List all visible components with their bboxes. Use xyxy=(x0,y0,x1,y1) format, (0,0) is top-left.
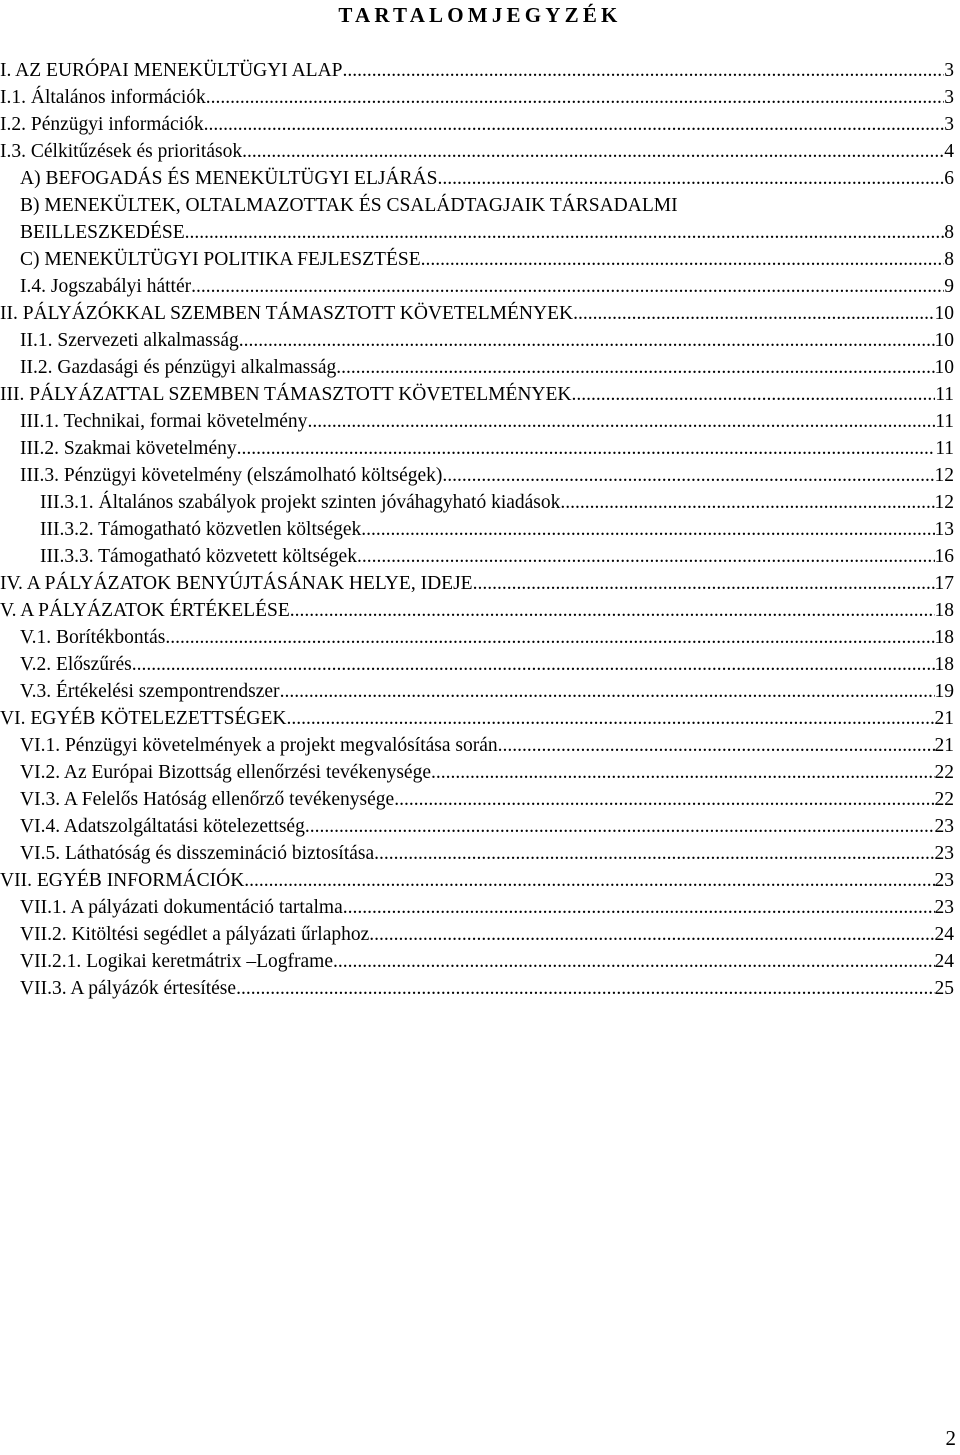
toc-entry-label: I.4. Jogszabályi háttér xyxy=(20,276,192,297)
toc-title: TARTALOMJEGYZÉK xyxy=(338,3,622,27)
toc-entry[interactable] xyxy=(0,111,954,138)
dot-leader xyxy=(336,354,934,381)
toc-entry-label: III.3.2. Támogatható közvetlen költségek xyxy=(40,519,362,540)
toc-entry-label: V.3. Értékelési szempontrendszer xyxy=(20,681,280,702)
toc-entry-page: 9 xyxy=(944,276,954,297)
dot-leader xyxy=(185,219,945,246)
toc-entry-label: III.3.1. Általános szabályok projekt szinten jóváhagyható kiadások xyxy=(40,492,561,513)
toc-entry[interactable] xyxy=(20,840,954,867)
toc-entry-page: 22 xyxy=(934,762,954,783)
toc-entry[interactable] xyxy=(20,975,954,1002)
toc-entry-page: 3 xyxy=(944,114,954,135)
dot-leader xyxy=(290,597,935,624)
toc-entry-page: 16 xyxy=(934,546,954,567)
toc-entry-page: 22 xyxy=(934,789,954,810)
toc-entry-label: III.3.3. Támogatható közvetett költségek xyxy=(40,546,357,567)
toc-entry-page: 18 xyxy=(934,627,954,648)
dot-leader xyxy=(573,300,934,327)
toc-entry-page: 23 xyxy=(934,897,954,918)
dot-leader xyxy=(498,732,935,759)
toc-entry-label: III.2. Szakmai követelmény xyxy=(20,438,237,459)
dot-leader xyxy=(237,435,936,462)
dot-leader xyxy=(572,381,936,408)
toc-entry[interactable] xyxy=(20,678,954,705)
toc-entry-page: 11 xyxy=(935,438,954,459)
toc-entry-label: I.1. Általános információk xyxy=(0,87,206,108)
toc-entry-page: 10 xyxy=(934,303,954,324)
dot-leader xyxy=(394,786,934,813)
toc-entry[interactable] xyxy=(40,516,954,543)
toc-entry-page: 19 xyxy=(934,681,954,702)
dot-leader xyxy=(307,408,935,435)
toc-entry-page: 18 xyxy=(934,600,954,621)
toc-entry[interactable] xyxy=(0,381,954,408)
dot-leader xyxy=(361,516,934,543)
toc-entry[interactable] xyxy=(40,543,954,570)
dot-leader xyxy=(333,948,935,975)
toc-entry[interactable] xyxy=(0,705,954,732)
toc-entry-page: 3 xyxy=(944,60,954,81)
toc-entry-label: VI. EGYÉB KÖTELEZETTSÉGEK xyxy=(0,708,287,729)
toc-entry-label: IV. A PÁLYÁZATOK BENYÚJTÁSÁNAK HELYE, IDEJE xyxy=(0,573,473,594)
dot-leader xyxy=(357,543,935,570)
toc-entry-label: VI.4. Adatszolgáltatási kötelezettség xyxy=(20,816,305,837)
toc-entry[interactable] xyxy=(0,57,954,84)
toc-entry-label: III.1. Technikai, formai követelmény xyxy=(20,411,308,432)
toc-entry-label: VI.2. Az Európai Bizottság ellenőrzési tevékenysége xyxy=(20,762,431,783)
toc-entry-page: 21 xyxy=(934,735,954,756)
toc-entry-page: 12 xyxy=(934,492,954,513)
toc-entry-page: 11 xyxy=(935,384,954,405)
toc-entry[interactable] xyxy=(0,84,954,111)
toc-entry-label: II.2. Gazdasági és pénzügyi alkalmasság xyxy=(20,357,337,378)
toc-entry-label: C) MENEKÜLTÜGYI POLITIKA FEJLESZTÉSE xyxy=(20,249,421,270)
toc-entry-page: 23 xyxy=(934,870,954,891)
toc-entry-page: 21 xyxy=(934,708,954,729)
dot-leader xyxy=(305,813,935,840)
toc-entry-label: VI.3. A Felelős Hatóság ellenőrző tevékenysége xyxy=(20,789,395,810)
toc-entry[interactable] xyxy=(20,894,954,921)
toc-entry-continued-label[interactable]: B) MENEKÜLTEK, OLTALMAZOTTAK ÉS CSALÁDTAGJAIK TÁRSADALMI xyxy=(20,195,678,216)
toc-entry-label: II.1. Szervezeti alkalmasság xyxy=(20,330,239,351)
toc-entry[interactable] xyxy=(20,624,954,651)
toc-entry-page: 8 xyxy=(944,222,954,243)
toc-entry[interactable] xyxy=(0,570,954,597)
dot-leader xyxy=(236,975,934,1002)
dot-leader xyxy=(560,489,934,516)
toc-entry-page: 10 xyxy=(934,357,954,378)
dot-leader xyxy=(242,138,944,165)
toc-entry-page: 4 xyxy=(944,141,954,162)
dot-leader xyxy=(473,570,935,597)
toc-entry-page: 8 xyxy=(944,249,954,270)
toc-entry[interactable] xyxy=(20,651,954,678)
toc-entry[interactable] xyxy=(20,759,954,786)
dot-leader xyxy=(280,678,935,705)
toc-entry[interactable] xyxy=(20,165,954,192)
dot-leader xyxy=(206,84,944,111)
toc-entry[interactable] xyxy=(20,246,954,273)
toc-entry-page: 17 xyxy=(934,573,954,594)
toc-entry-page: 10 xyxy=(934,330,954,351)
dot-leader xyxy=(165,624,934,651)
toc-entry-page: 12 xyxy=(934,465,954,486)
toc-entry-page: 23 xyxy=(934,816,954,837)
toc-entry-page: 24 xyxy=(934,951,954,972)
toc-entry[interactable] xyxy=(20,462,954,489)
toc-entry[interactable] xyxy=(20,408,954,435)
toc-entry-label: I.2. Pénzügyi információk xyxy=(0,114,204,135)
toc-entry-label: VII.1. A pályázati dokumentáció tartalma xyxy=(20,897,343,918)
toc-entry[interactable] xyxy=(0,138,954,165)
dot-leader xyxy=(343,894,935,921)
dot-leader xyxy=(204,111,945,138)
dot-leader xyxy=(191,273,944,300)
toc-entry-page: 6 xyxy=(944,168,954,189)
toc-entry[interactable] xyxy=(0,867,954,894)
toc-entry-label: VI.5. Láthatóság és disszemináció biztosítása xyxy=(20,843,375,864)
toc-entry[interactable] xyxy=(20,327,954,354)
toc-entry-page: 11 xyxy=(935,411,954,432)
toc-entry[interactable] xyxy=(20,273,954,300)
toc-entry-label: VI.1. Pénzügyi követelmények a projekt megvalósítása során xyxy=(20,735,498,756)
toc-entry-label: VII.2. Kitöltési segédlet a pályázati űrlaphoz xyxy=(20,924,370,945)
dot-leader xyxy=(286,705,934,732)
toc-entry-label: III. PÁLYÁZATTAL SZEMBEN TÁMASZTOTT KÖVETELMÉNYEK xyxy=(0,384,572,405)
toc-entry-label: V.1. Borítékbontás xyxy=(20,627,166,648)
toc-entry[interactable] xyxy=(20,354,954,381)
toc-entry-label: V.2. Előszűrés xyxy=(20,654,132,675)
dot-leader xyxy=(239,327,935,354)
toc-entry-label: VII.2.1. Logikai keretmátrix –Logframe xyxy=(20,951,333,972)
toc-entry-label: BEILLESZKEDÉSE xyxy=(20,222,185,243)
toc-entry-page: 23 xyxy=(934,843,954,864)
toc-entry[interactable] xyxy=(20,948,954,975)
dot-leader xyxy=(431,759,935,786)
toc-entry-label: VII.3. A pályázók értesítése xyxy=(20,978,237,999)
toc-entry[interactable] xyxy=(20,435,954,462)
toc-entry-page: 24 xyxy=(934,924,954,945)
toc-entry[interactable] xyxy=(20,219,954,246)
dot-leader xyxy=(343,57,945,84)
toc-entry-page: 3 xyxy=(944,87,954,108)
toc-entry[interactable] xyxy=(0,300,954,327)
toc-entry-page: 18 xyxy=(934,654,954,675)
toc-entry-page: 13 xyxy=(934,519,954,540)
toc-entry-label: VII. EGYÉB INFORMÁCIÓK xyxy=(0,870,245,891)
toc-entry[interactable] xyxy=(20,921,954,948)
toc-entry[interactable] xyxy=(20,786,954,813)
toc-entry-label: A) BEFOGADÁS ÉS MENEKÜLTÜGYI ELJÁRÁS xyxy=(20,168,438,189)
toc-entry-label: I.3. Célkitűzések és prioritások xyxy=(0,141,243,162)
dot-leader xyxy=(374,840,934,867)
toc-entry-label: I. AZ EURÓPAI MENEKÜLTÜGYI ALAP xyxy=(0,60,343,81)
dot-leader xyxy=(132,651,935,678)
toc-entry-label: II. PÁLYÁZÓKKAL SZEMBEN TÁMASZTOTT KÖVETELMÉNYEK xyxy=(0,303,574,324)
toc-entry-page: 25 xyxy=(934,978,954,999)
dot-leader xyxy=(442,462,934,489)
page-number: 2 xyxy=(945,1426,956,1450)
dot-leader xyxy=(369,921,934,948)
toc-entry[interactable] xyxy=(40,489,954,516)
dot-leader xyxy=(437,165,944,192)
toc-entry-label: V. A PÁLYÁZATOK ÉRTÉKELÉSE xyxy=(0,600,290,621)
toc-entry[interactable] xyxy=(20,732,954,759)
toc-entry[interactable] xyxy=(20,813,954,840)
toc-entry[interactable] xyxy=(0,597,954,624)
toc-entry-label: III.3. Pénzügyi követelmény (elszámolható költségek) xyxy=(20,465,443,486)
dot-leader xyxy=(244,867,934,894)
dot-leader xyxy=(421,246,945,273)
